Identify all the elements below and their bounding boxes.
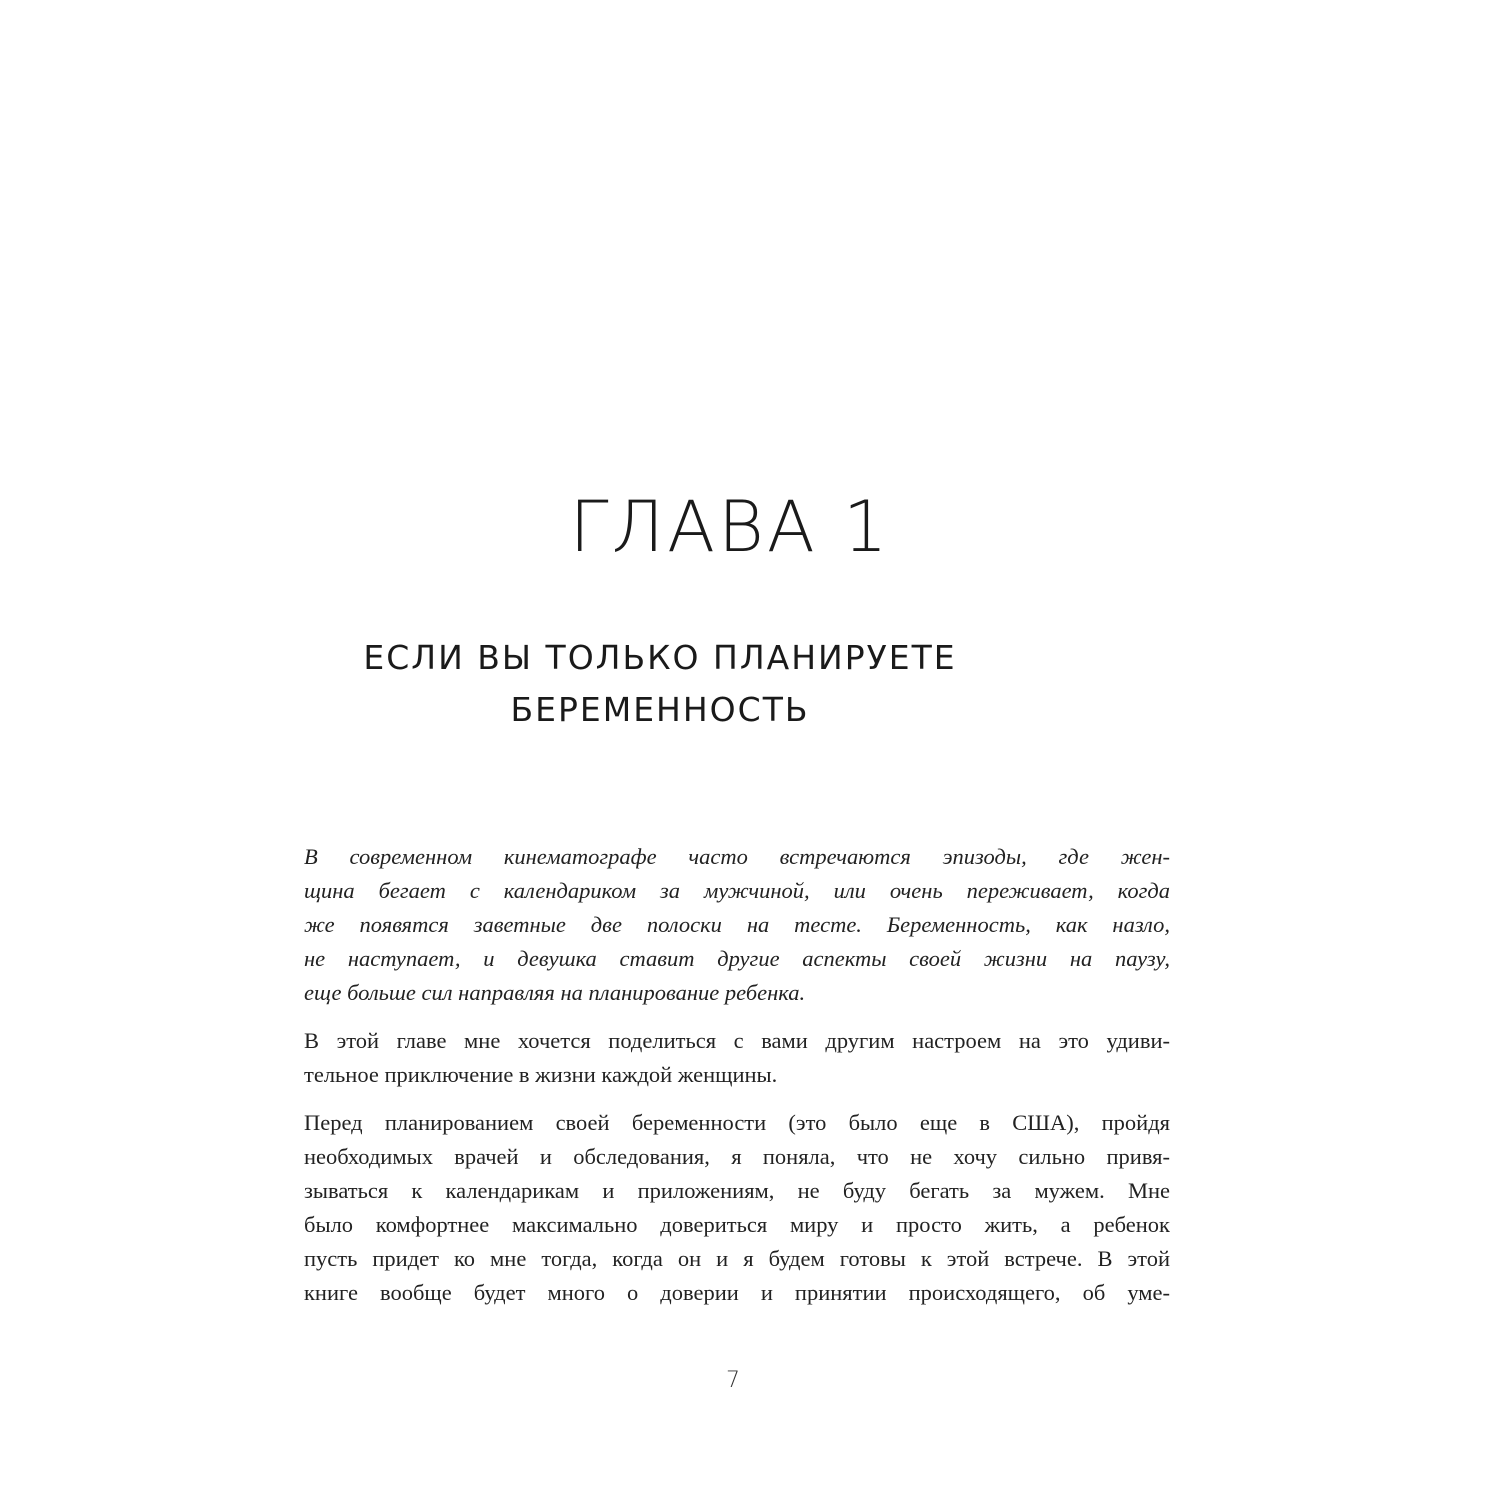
text-line: зываться к календарикам и приложениям, не буду бегать за мужем. Мне	[304, 1178, 1170, 1203]
intro-paragraph	[304, 840, 1170, 1010]
text-line: щина бегает с календариком за мужчиной, или очень переживает, когда	[304, 878, 1170, 903]
chapter-number: ГЛАВА 1	[569, 486, 891, 568]
paragraph	[304, 1024, 1170, 1092]
text-line: В этой главе мне хочется поделиться с вами другим настроем на это удиви-	[304, 1028, 1170, 1053]
body-text	[304, 840, 1170, 1324]
page-number: 7	[726, 1368, 740, 1393]
paragraph	[304, 1106, 1170, 1310]
chapter-title-line: ЕСЛИ ВЫ ТОЛЬКО ПЛАНИРУЕТЕ	[363, 638, 957, 677]
text-line: В современном кинематографе часто встречаются эпизоды, где жен-	[304, 844, 1170, 869]
text-line: Перед планированием своей беременности (это было еще в США), пройдя	[304, 1110, 1170, 1135]
text-line: не наступает, и девушка ставит другие аспекты своей жизни на паузу,	[304, 946, 1170, 971]
chapter-title	[0, 632, 1320, 736]
text-line: было комфортнее максимально довериться миру и просто жить, а ребенок	[304, 1212, 1170, 1237]
text-line: тельное приключение в жизни каждой женщины.	[304, 1062, 778, 1087]
text-line: книге вообще будет много о доверии и принятии происходящего, об уме-	[304, 1280, 1170, 1305]
text-line: еще больше сил направляя на планирование ребенка.	[304, 980, 806, 1005]
chapter-title-line: БЕРЕМЕННОСТЬ	[510, 690, 810, 729]
text-line: же появятся заветные две полоски на тесте. Беременность, как назло,	[304, 912, 1170, 937]
text-line: пусть придет ко мне тогда, когда он и я будем готовы к этой встрече. В этой	[304, 1246, 1170, 1271]
text-line: необходимых врачей и обследования, я поняла, что не хочу сильно привя-	[304, 1144, 1170, 1169]
